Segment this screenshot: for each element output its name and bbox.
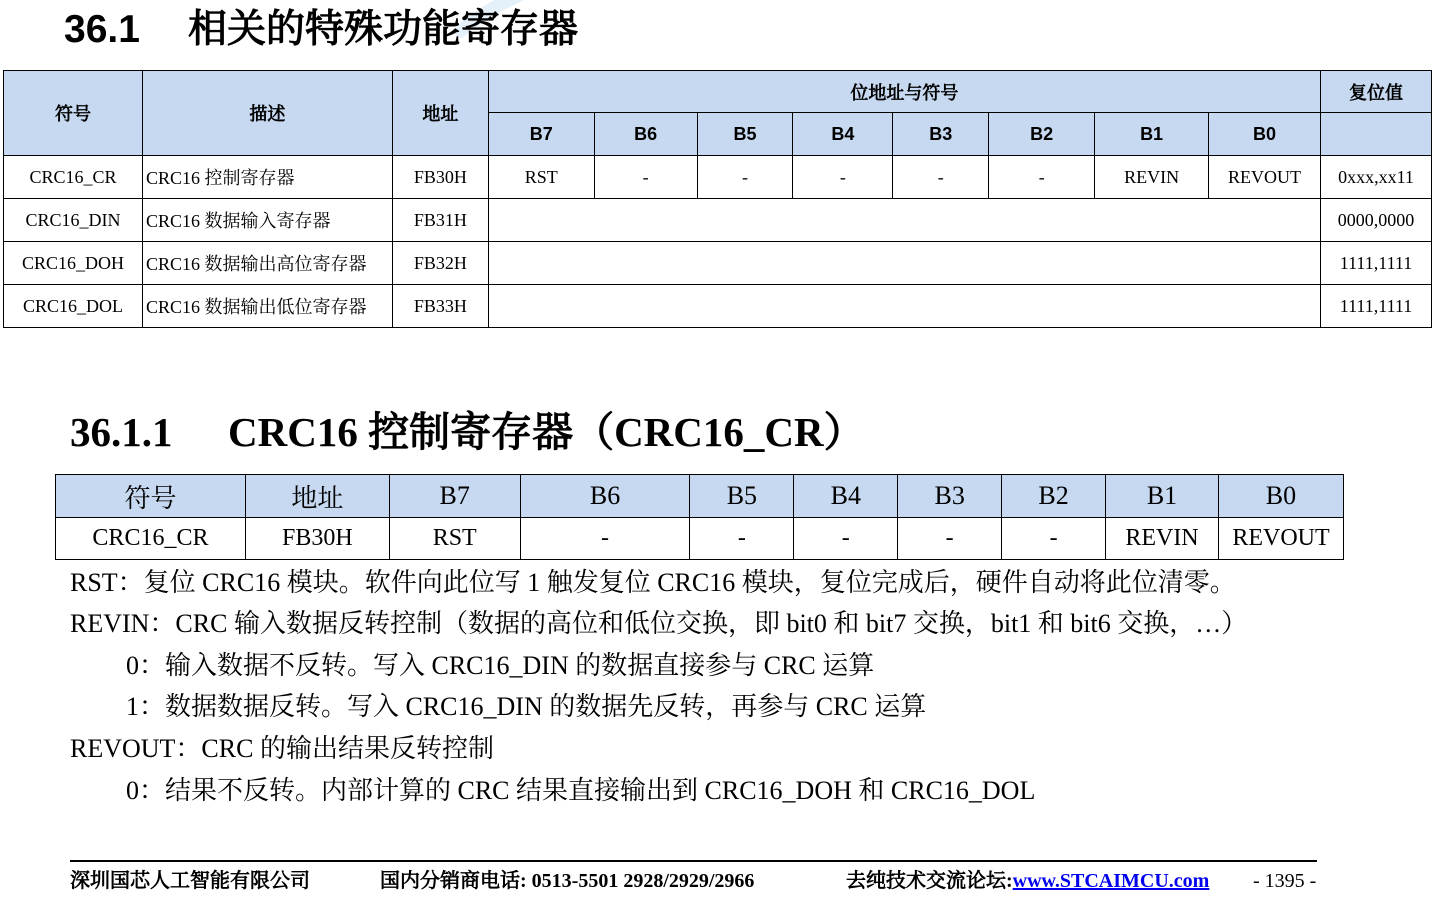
header-reset: 复位值 bbox=[1320, 71, 1431, 113]
cr-cell: CRC16_CR bbox=[56, 518, 246, 560]
cell-address: FB33H bbox=[392, 285, 488, 328]
cr-header-cell: B0 bbox=[1218, 475, 1343, 518]
cell-address: FB30H bbox=[392, 156, 488, 199]
header-description: 描述 bbox=[142, 71, 392, 156]
cell-bit: - bbox=[989, 156, 1095, 199]
rst-description: RST：复位 CRC16 模块。软件向此位写 1 触发复位 CRC16 模块，复位完成后，硬件自动将此位清零。 bbox=[70, 568, 1236, 597]
cell-bit: - bbox=[893, 156, 989, 199]
cr-header-cell: B7 bbox=[389, 475, 520, 518]
cell-reset: 1111,1111 bbox=[1320, 285, 1431, 328]
cell-symbol: CRC16_DOL bbox=[4, 285, 143, 328]
cr-cell: FB30H bbox=[245, 518, 389, 560]
header-bit: B0 bbox=[1209, 113, 1321, 156]
cell-bits-empty bbox=[488, 242, 1320, 285]
cr-header-cell: B2 bbox=[1002, 475, 1106, 518]
header-bit: B6 bbox=[594, 113, 697, 156]
cell-description: CRC16 数据输入寄存器 bbox=[142, 199, 392, 242]
cell-description: CRC16 数据输出高位寄存器 bbox=[142, 242, 392, 285]
section-number: 36.1 bbox=[64, 8, 140, 51]
cell-bit: REVOUT bbox=[1209, 156, 1321, 199]
header-symbol: 符号 bbox=[4, 71, 143, 156]
revout-option-0: 0：结果不反转。内部计算的 CRC 结果直接输出到 CRC16_DOH 和 CRC16_DOL bbox=[126, 776, 1036, 805]
subsection-heading bbox=[70, 404, 865, 460]
header-bit: B2 bbox=[989, 113, 1095, 156]
table-row bbox=[4, 156, 1432, 199]
cell-symbol: CRC16_DIN bbox=[4, 199, 143, 242]
cell-bit: RST bbox=[488, 156, 594, 199]
subsection-title: CRC16 控制寄存器（CRC16_CR） bbox=[228, 409, 865, 455]
revin-option-0: 0：输入数据不反转。写入 CRC16_DIN 的数据直接参与 CRC 运算 bbox=[126, 651, 875, 680]
cr-cell: REVIN bbox=[1106, 518, 1219, 560]
header-bit: B5 bbox=[697, 113, 793, 156]
header-address: 地址 bbox=[392, 71, 488, 156]
cell-description: CRC16 控制寄存器 bbox=[142, 156, 392, 199]
cr-cell: - bbox=[690, 518, 794, 560]
cr-cell: - bbox=[898, 518, 1002, 560]
footer-divider bbox=[70, 860, 1317, 862]
header-bit: B7 bbox=[488, 113, 594, 156]
cr-cell: RST bbox=[389, 518, 520, 560]
section-heading bbox=[64, 2, 578, 58]
cr-header-cell: B5 bbox=[690, 475, 794, 518]
footer-forum bbox=[846, 866, 1209, 896]
cr-header-cell: B4 bbox=[794, 475, 898, 518]
section-title: 相关的特殊功能寄存器 bbox=[188, 8, 579, 51]
cell-bits-empty bbox=[488, 199, 1320, 242]
cell-reset: 0000,0000 bbox=[1320, 199, 1431, 242]
header-bit: B1 bbox=[1095, 113, 1209, 156]
footer-forum-link[interactable]: www.STCAIMCU.com bbox=[1012, 870, 1210, 892]
cr-register-table bbox=[55, 474, 1344, 560]
footer-company: 深圳国芯人工智能有限公司 bbox=[70, 870, 310, 892]
cr-header-cell: B3 bbox=[898, 475, 1002, 518]
table-row bbox=[4, 285, 1432, 328]
cr-cell: - bbox=[794, 518, 898, 560]
header-bit-group: 位地址与符号 bbox=[488, 71, 1320, 113]
revout-description: REVOUT：CRC 的输出结果反转控制 bbox=[70, 734, 494, 763]
cell-address: FB32H bbox=[392, 242, 488, 285]
page-number: - 1395 - bbox=[1253, 870, 1317, 892]
cr-header-cell: 符号 bbox=[56, 475, 246, 518]
cell-bit: REVIN bbox=[1095, 156, 1209, 199]
table-row bbox=[56, 518, 1344, 560]
cr-header-cell: B6 bbox=[520, 475, 690, 518]
subsection-number: 36.1.1 bbox=[70, 409, 173, 455]
cr-cell: REVOUT bbox=[1218, 518, 1343, 560]
cell-bits-empty bbox=[488, 285, 1320, 328]
revin-option-1: 1：数据数据反转。写入 CRC16_DIN 的数据先反转，再参与 CRC 运算 bbox=[126, 692, 927, 721]
footer-phone: 国内分销商电话: 0513-5501 2928/2929/2966 bbox=[380, 870, 755, 892]
cr-header-cell: 地址 bbox=[245, 475, 389, 518]
cell-bit: - bbox=[793, 156, 893, 199]
cr-cell: - bbox=[520, 518, 690, 560]
table-row bbox=[4, 242, 1432, 285]
footer-forum-label: 去纯技术交流论坛: bbox=[846, 870, 1013, 892]
header-reset-blank bbox=[1320, 113, 1431, 156]
header-bit: B4 bbox=[793, 113, 893, 156]
register-table bbox=[3, 70, 1432, 328]
cell-reset: 0xxx,xx11 bbox=[1320, 156, 1431, 199]
cr-cell: - bbox=[1002, 518, 1106, 560]
revin-description: REVIN：CRC 输入数据反转控制（数据的高位和低位交换，即 bit0 和 bit7 交换，bit1 和 bit6 交换，…） bbox=[70, 609, 1248, 638]
cell-symbol: CRC16_DOH bbox=[4, 242, 143, 285]
cell-description: CRC16 数据输出低位寄存器 bbox=[142, 285, 392, 328]
cell-address: FB31H bbox=[392, 199, 488, 242]
cell-bit: - bbox=[697, 156, 793, 199]
cell-reset: 1111,1111 bbox=[1320, 242, 1431, 285]
cell-symbol: CRC16_CR bbox=[4, 156, 143, 199]
cell-bit: - bbox=[594, 156, 697, 199]
table-row bbox=[4, 199, 1432, 242]
header-bit: B3 bbox=[893, 113, 989, 156]
cr-header-cell: B1 bbox=[1106, 475, 1219, 518]
